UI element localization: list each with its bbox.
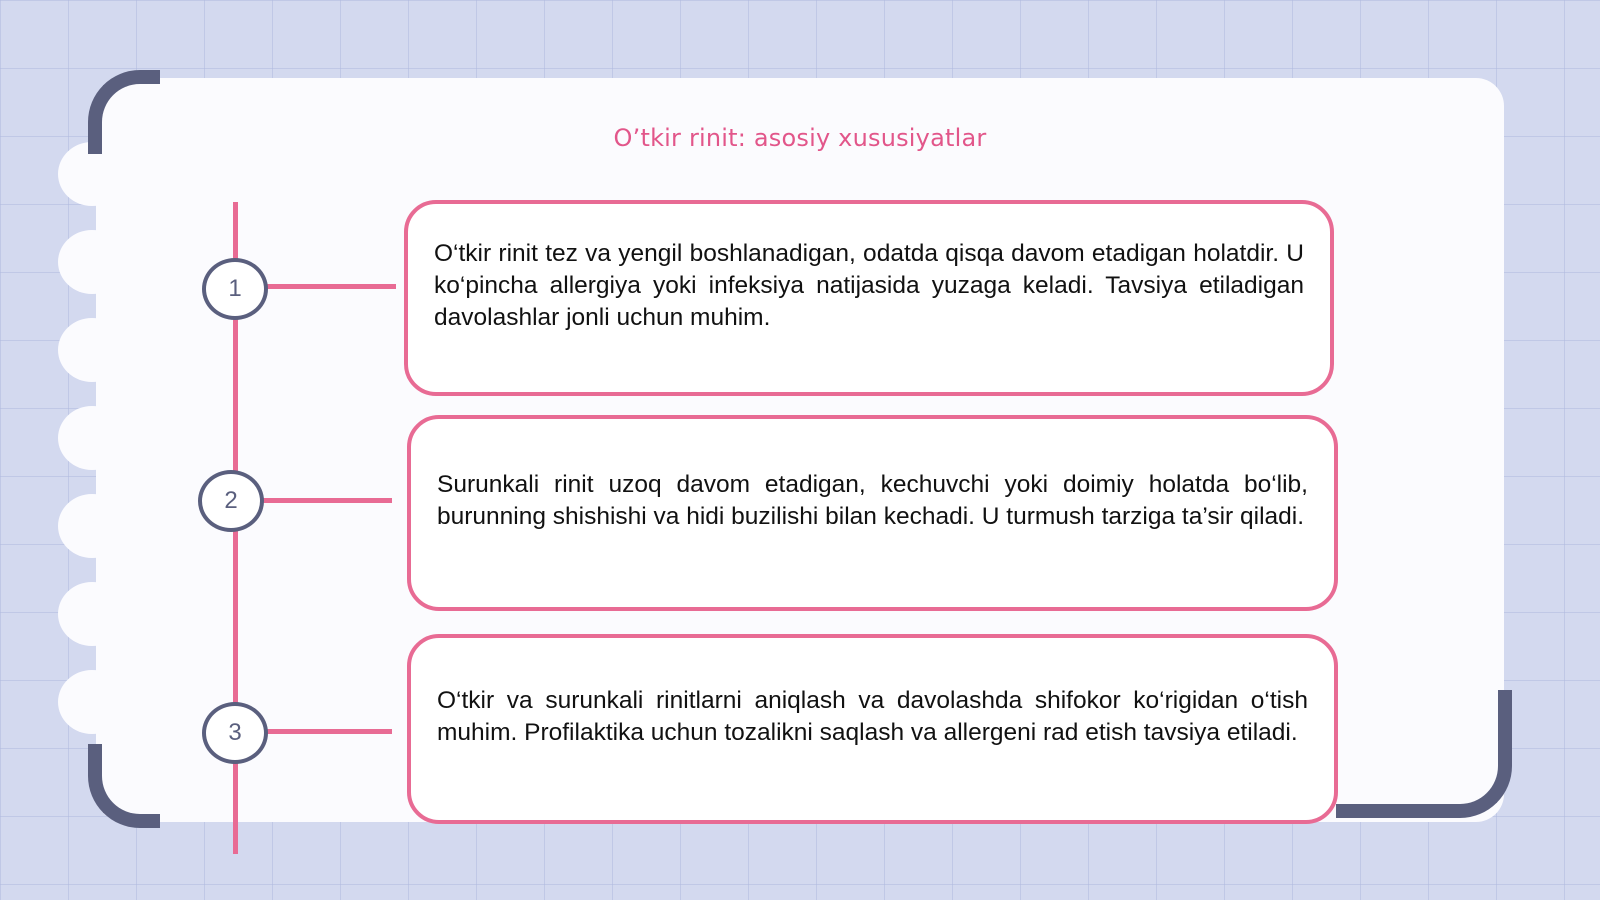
step-description: O‘tkir rinit tez va yengil boshlanadigan, odatda qisqa davom etadigan holatdir. U ko‘pincha allergiya yoki infeksiya natijasida yuzaga keladi. Tavsiya etiladigan davolashlar jonli uchun muhim. [434, 240, 1304, 331]
corner-bracket-bottom-left [88, 744, 160, 828]
notebook-scallop [58, 406, 126, 470]
step-connector [266, 729, 392, 734]
step-connector [262, 498, 392, 503]
step-description: Surunkali rinit uzoq davom etadigan, kechuvchi yoki doimiy holatda bo‘lib, burunning shishishi va hidi buzilishi bilan kechadi. U turmush tarziga ta’sir qiladi. [437, 471, 1308, 530]
notebook-scallop [58, 494, 126, 558]
step-number-circle: 3 [202, 702, 268, 764]
step-card [404, 200, 1334, 396]
step-connector [266, 284, 396, 289]
notebook-scallop [58, 230, 126, 294]
notebook-scallop [58, 318, 126, 382]
notebook-scallop [58, 582, 126, 646]
corner-bracket-bottom-right [1336, 690, 1512, 818]
step-number-circle: 2 [198, 470, 264, 532]
step-card [407, 634, 1338, 824]
step-number-circle: 1 [202, 258, 268, 320]
step-card [407, 415, 1338, 611]
slide-title: O’tkir rinit: asosiy xususiyatlar [613, 124, 987, 152]
notebook-scallop [58, 670, 126, 734]
step-description: O‘tkir va surunkali rinitlarni aniqlash va davolashda shifokor ko‘rigidan o‘tish muhim. Profilaktika uchun tozalikni saqlash va allergeni rad etish tavsiya etiladi. [437, 687, 1308, 746]
